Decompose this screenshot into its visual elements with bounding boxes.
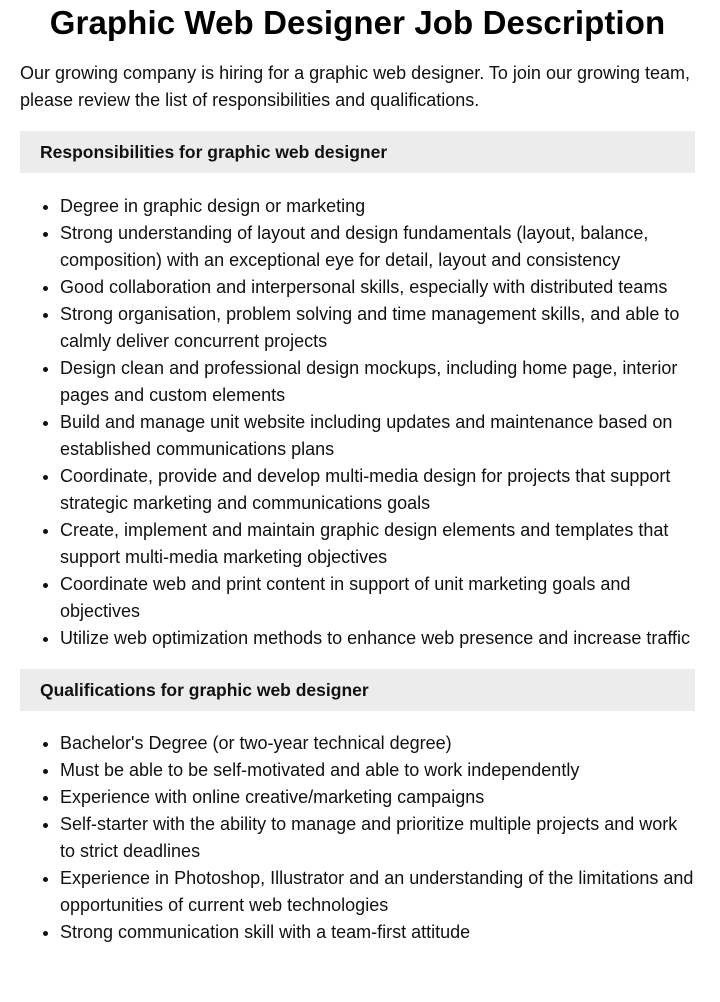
qualifications-list [20, 730, 695, 946]
list-item: • Degree in graphic design or marketing [60, 193, 695, 220]
list-item: • Self-starter with the ability to manage and prioritize multiple projects and work to strict deadlines [60, 811, 695, 865]
page-title: Graphic Web Designer Job Description [49, 4, 666, 41]
list-item: • Experience in Photoshop, Illustrator and an understanding of the limitations and opportunities of current web technologies [60, 865, 695, 919]
responsibilities-header [20, 131, 695, 173]
list-item: • Build and manage unit website including updates and maintenance based on established communications plans [60, 409, 695, 463]
intro-paragraph: Our growing company is hiring for a graphic web designer. To join our growing team, please review the list of responsibilities and qualifications. [20, 63, 691, 110]
list-item: • Design clean and professional design mockups, including home page, interior pages and custom elements [60, 355, 695, 409]
list-item: • Strong communication skill with a team-first attitude [60, 919, 695, 946]
qualifications-header [20, 669, 695, 711]
list-item: • Create, implement and maintain graphic design elements and templates that support multi-media marketing objectives [60, 517, 695, 571]
responsibilities-heading: Responsibilities for graphic web designer [40, 141, 388, 162]
list-item: • Good collaboration and interpersonal skills, especially with distributed teams [60, 274, 695, 301]
list-item: • Coordinate web and print content in support of unit marketing goals and objectives [60, 571, 695, 625]
list-item: • Bachelor's Degree (or two-year technical degree) [60, 730, 695, 757]
list-item: • Strong organisation, problem solving and time management skills, and able to calmly deliver concurrent projects [60, 301, 695, 355]
list-item: • Must be able to be self-motivated and able to work independently [60, 757, 695, 784]
list-item: • Strong understanding of layout and design fundamentals (layout, balance, composition) with an exceptional eye for detail, layout and consistency [60, 220, 695, 274]
list-item: • Experience with online creative/marketing campaigns [60, 784, 695, 811]
list-item: • Coordinate, provide and develop multi-media design for projects that support strategic marketing and communications goals [60, 463, 695, 517]
qualifications-heading: Qualifications for graphic web designer [40, 679, 369, 700]
list-item: • Utilize web optimization methods to enhance web presence and increase traffic [60, 625, 695, 652]
responsibilities-list [20, 193, 695, 652]
